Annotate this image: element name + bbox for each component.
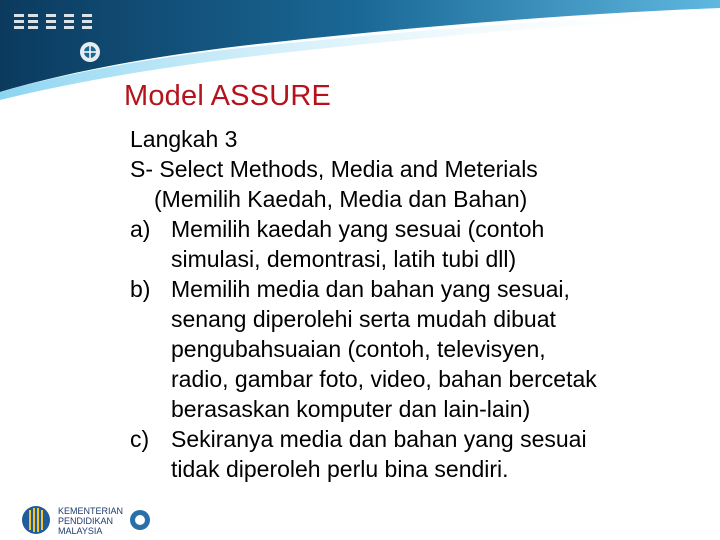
list-line: Memilih kaedah yang sesuai (contoh: [171, 216, 545, 242]
list-marker: a): [130, 216, 151, 242]
list-line: radio, gambar foto, video, bahan bercetak: [171, 366, 597, 392]
logo-line: MALAYSIA: [58, 526, 103, 536]
list-item-a: [130, 214, 710, 274]
slide-body: [130, 124, 710, 484]
ministry-logo-icon: [10, 500, 160, 540]
step-heading: S- Select Methods, Media and Meterials: [130, 156, 538, 182]
list-line: Memilih media dan bahan yang sesuai,: [171, 276, 570, 302]
list-marker: b): [130, 276, 151, 302]
header-logo-icon: [10, 8, 110, 68]
list-line: pengubahsuaian (contoh, televisyen,: [171, 336, 546, 362]
list-line: tidak diperoleh perlu bina sendiri.: [171, 456, 509, 482]
logo-line: KEMENTERIAN: [58, 506, 124, 516]
list-item-text: [130, 274, 710, 424]
list-line: berasaskan komputer dan lain-lain): [171, 396, 531, 422]
list-item-b: [130, 274, 710, 424]
list-line: simulasi, demontrasi, latih tubi dll): [171, 246, 517, 272]
step-label: Langkah 3: [130, 126, 238, 152]
step-subheading: (Memilih Kaedah, Media dan Bahan): [154, 186, 528, 212]
list-item-text: [130, 424, 710, 484]
list-item-c: [130, 424, 710, 484]
logo-line: PENDIDIKAN: [58, 516, 114, 526]
list-line: senang diperolehi serta mudah dibuat: [171, 306, 556, 332]
list-marker: c): [130, 426, 150, 452]
list-line: Sekiranya media dan bahan yang sesuai: [171, 426, 587, 452]
slide-title: Model ASSURE: [124, 80, 332, 112]
list-item-text: [130, 214, 710, 274]
